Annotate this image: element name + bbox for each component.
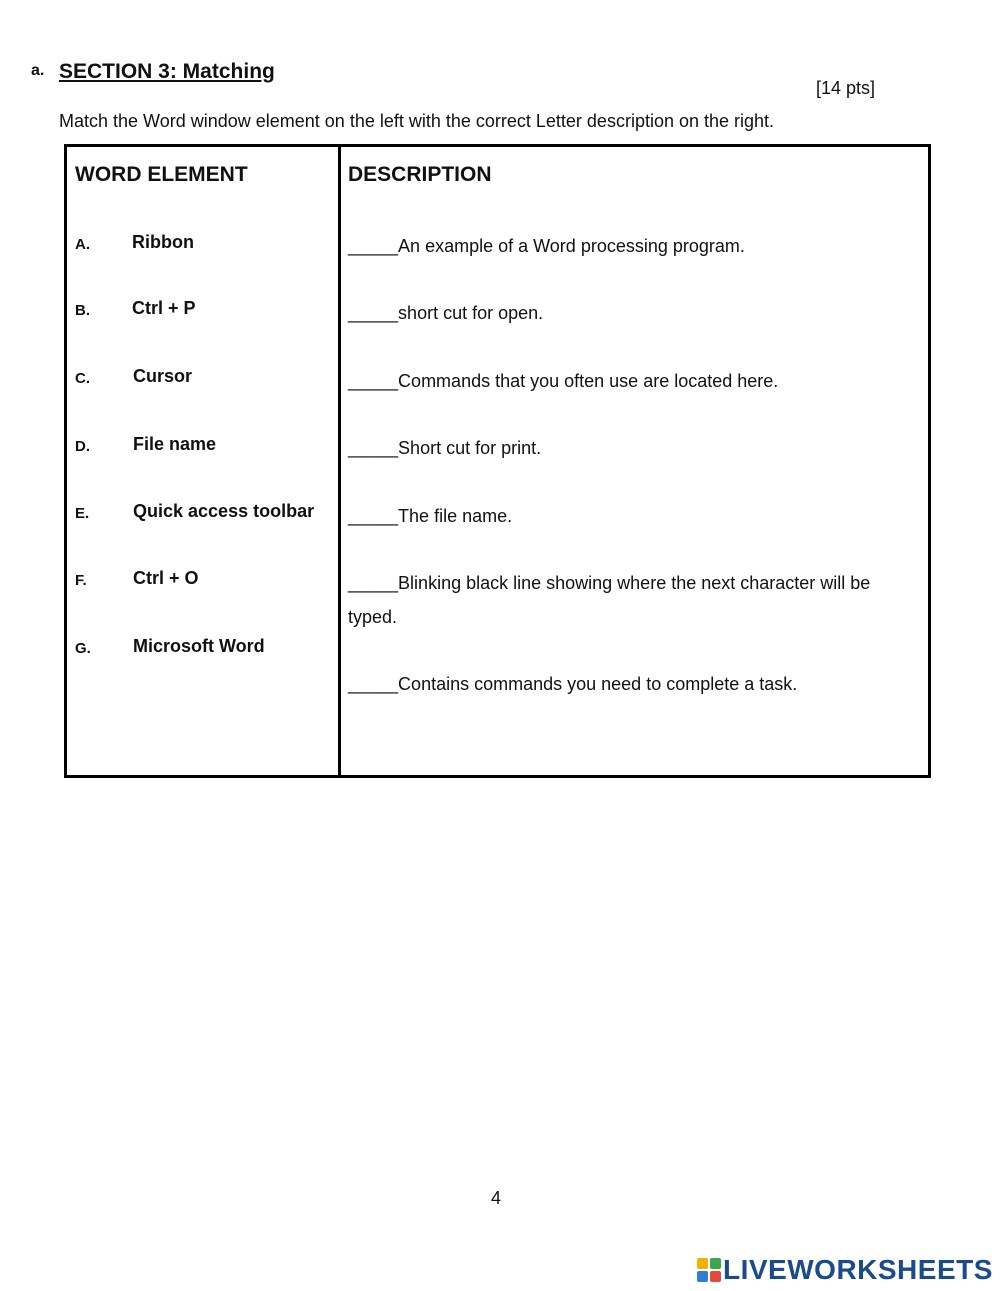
element-name: Ribbon [132,232,194,252]
points-label: [14 pts] [816,78,876,98]
element-item-f [75,568,337,592]
element-letter: E. [75,505,90,522]
element-item-a [75,232,337,256]
description-item-3: _____Commands that you often use are located here. [348,371,779,391]
description-header: DESCRIPTION [348,163,492,186]
element-name: Ctrl + O [133,568,199,588]
element-item-e [75,501,337,525]
element-letter: F. [75,572,87,589]
element-name: Microsoft Word [133,636,265,656]
element-letter: D. [75,438,90,455]
matching-table [64,144,931,778]
description-item-7: _____Contains commands you need to complete a task. [348,674,798,694]
element-item-b [75,298,337,322]
element-letter: C. [75,370,90,387]
section-title: SECTION 3: Matching [59,60,275,83]
question-marker: a. [31,62,45,79]
element-item-d [75,434,337,458]
description-item-4: _____Short cut for print. [348,438,542,458]
liveworksheets-logo-icon [697,1258,721,1282]
description-item-2: _____short cut for open. [348,303,544,323]
description-item-5: _____The file name. [348,506,513,526]
column-divider [338,147,341,775]
liveworksheets-logo-text: LIVEWORKSHEETS [723,1254,993,1285]
element-item-c [75,366,337,390]
element-letter: A. [75,236,90,253]
element-item-g [75,636,337,660]
instructions-text: Match the Word window element on the left with the correct Letter description on the right. [59,111,775,131]
element-letter: B. [75,302,90,319]
element-name: Ctrl + P [132,298,196,318]
description-item-1: _____An example of a Word processing program. [348,236,745,256]
page-number: 4 [491,1188,502,1208]
description-item-6: _____Blinking black line showing where the next character will be typed. [348,573,871,627]
element-name: Quick access toolbar [133,501,315,521]
word-element-header: WORD ELEMENT [75,163,248,186]
element-name: Cursor [133,366,193,386]
element-name: File name [133,434,217,454]
element-letter: G. [75,640,91,657]
